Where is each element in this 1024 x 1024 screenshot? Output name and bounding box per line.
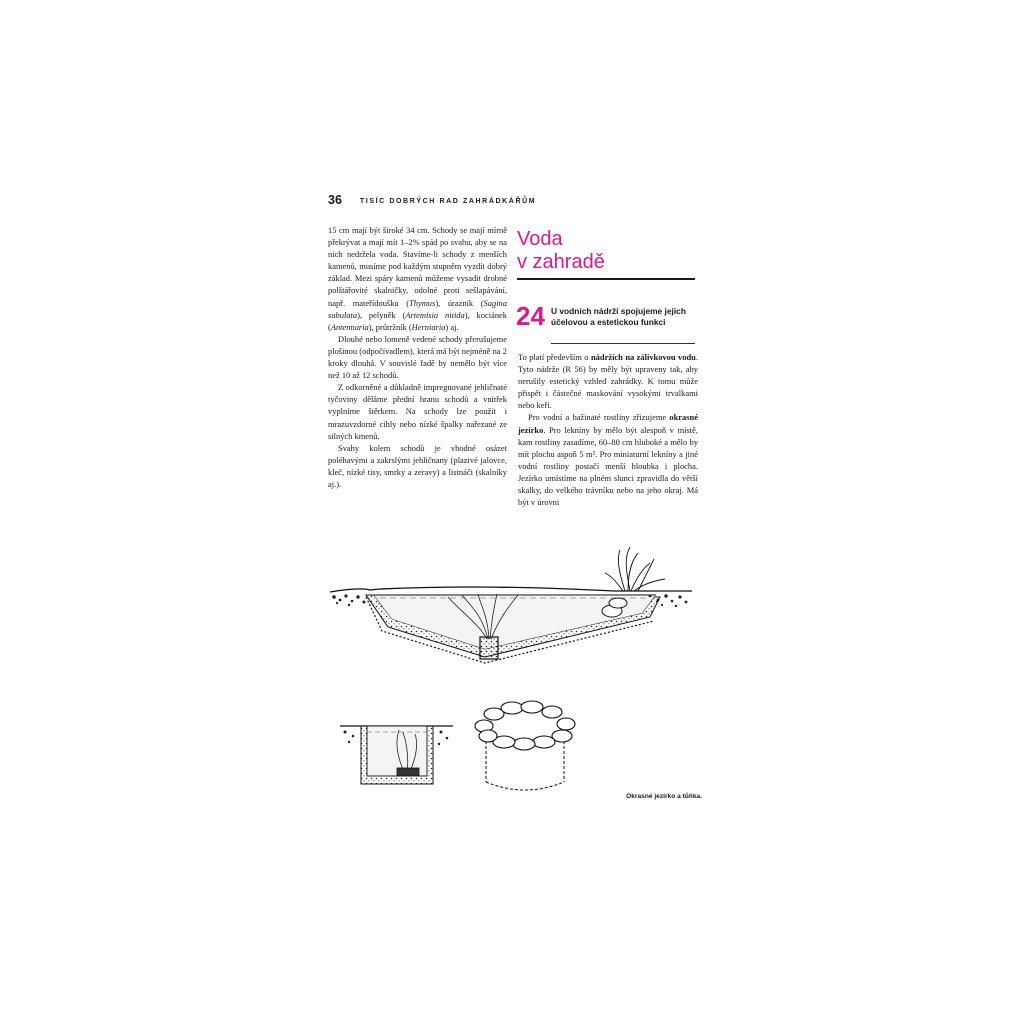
section-title: Voda v zahradě (517, 228, 605, 273)
page-number: 36 (328, 193, 342, 207)
paragraph-timber-steps: Z odkorněné a důkladně impregnované jehličnaté tyčoviny děláme přední hranu schodů a vnitřek vyplníme štěrkem. Na schody lze použít i mrazuvzdorné cihly nebo nízké špalky nařezané ze silných kmenů. (328, 382, 507, 441)
gravel-left (332, 594, 365, 606)
paragraph-water-tanks: To platí především o nádržích na zálivkovou vodu. Tyto nádrže (R 56) by měly být upraveny tak, aby nerušily estetický vzhled zahrádky. K tomu může přispět i částečné maskování vysokými trvalkami nebo keři. (518, 352, 698, 411)
reed-plants (605, 547, 665, 591)
paragraph-steps-continued: 15 cm mají být široké 34 cm. Schody se mají mírně překrývat a mají mít 1–2% spád po svahu, aby se na nich nedržela voda. Stavíme-li schody z menších kamenů, musíme pod každým stupněm vyzdít dobrý základ. Mezi spáry kamenů můžeme vysadit drobné polštářovité skalničky, odolné proti sešlapávání, např. mateřídoušku (Thymus), úraznik (Sagina subulata), pelyněk (Artemisia nitida), kociánek (Antennaria), průtržník (Herniaria) aj. (328, 225, 508, 332)
figure-caption: Okrasné jezírko a tůňka. (626, 793, 702, 800)
left-text-column (328, 224, 507, 490)
right-text-column (518, 351, 698, 508)
tip-heading: U vodních nádrží spojujeme jejich účelovou a estetickou funkci (551, 306, 686, 328)
running-header (328, 191, 708, 207)
small-pond-illustration (335, 712, 460, 797)
paragraph-landings: Dlouhé nebo lomeně vedené schody přerušujeme plošinou (odpočívadlem), která má být nejméně na 2 kroky dlouhá. V souvislé řadě by nemělo být více než 10 až 12 schodů. (328, 333, 507, 381)
tip-divider (551, 343, 695, 344)
tip-number: 24 (516, 301, 545, 331)
paragraph-slope-planting: Svahy kolem schodů je vhodné osázet poléhavými a zakrslými jehličnany (plazivé jalovce, kleč, nízké tisy, smrky a zeravy) a listnáči (skalníky aj.). (328, 442, 507, 489)
rim-stones (475, 701, 575, 750)
running-title: TISÍC DOBRÝCH RAD ZAHRÁDKÁŘŮM (359, 198, 537, 205)
paragraph-ornamental-pond: Pro vodní a bažinaté rostliny zřizujeme okrasné jezírko. Pro lekníny by mělo být alespoň v místě, kam rostliny zasadíme, 60–80 cm hluboké a mělo by mít plochu aspoň 5 m². Pro miniaturní lekníny a jiné vodní rostliny postačí menší hloubka i plocha. Jezírko umístíme na plném slunci zpravidla do větší skalky, do velkého trávníku nebo na jeho okraj. Má být v úrovni (518, 412, 698, 508)
title-divider (517, 278, 695, 280)
stone-rimmed-tank-illustration (470, 700, 580, 800)
pond-cross-section-illustration (320, 545, 700, 675)
